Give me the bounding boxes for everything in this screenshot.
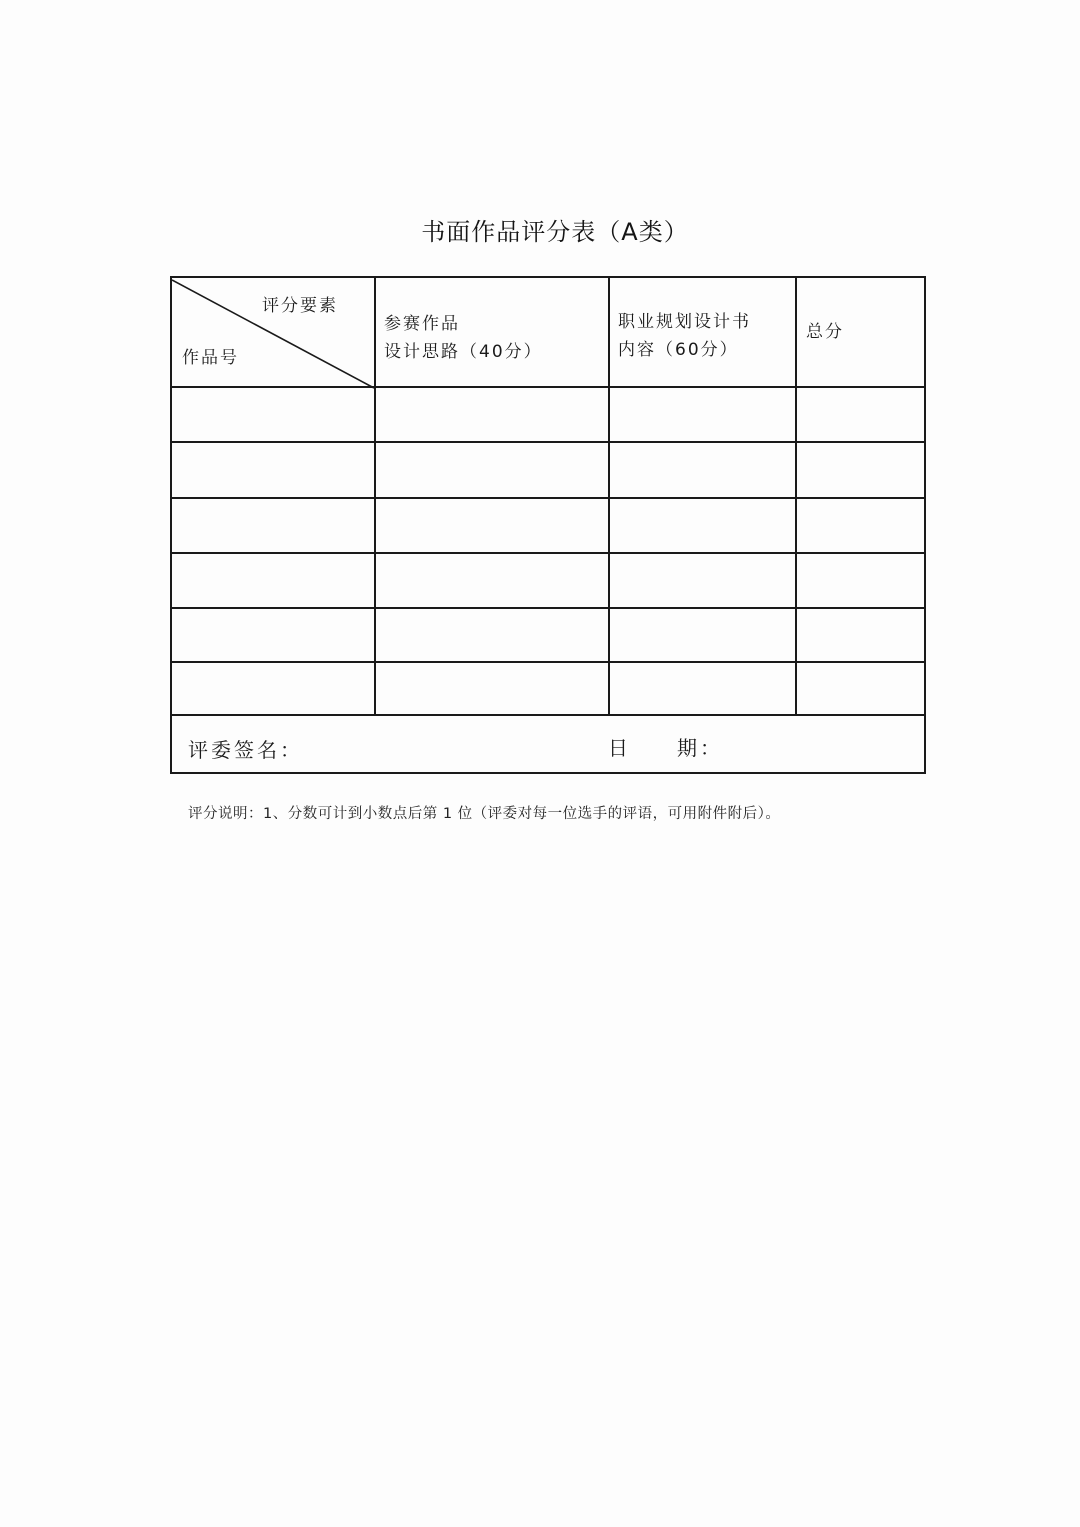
- table-row: [172, 663, 924, 714]
- table-row: [172, 443, 924, 497]
- table-row: [172, 554, 924, 607]
- column-header-total: 总分: [806, 322, 844, 342]
- corner-label-criteria: 评分要素: [262, 296, 338, 316]
- scoring-note: 评分说明：1、分数可计到小数点后第 1 位（评委对每一位选手的评语，可用附件附后）。: [188, 806, 781, 822]
- score-table: [170, 276, 926, 774]
- column-header-design-line2: 设计思路（40分）: [384, 342, 543, 362]
- document-title: 书面作品评分表（A类）: [421, 218, 689, 246]
- column-header-plan-line2: 内容（60分）: [618, 340, 739, 360]
- table-row: [172, 499, 924, 552]
- date-label: 日 期：: [608, 736, 723, 760]
- footer-row-divider: [172, 714, 924, 716]
- column-header-design-line1: 参赛作品: [384, 314, 460, 334]
- table-row: [172, 388, 924, 441]
- corner-label-entry-number: 作品号: [182, 348, 239, 368]
- signature-label: 评委签名：: [188, 738, 303, 762]
- table-row: [172, 609, 924, 661]
- column-header-plan-line1: 职业规划设计书: [618, 312, 751, 332]
